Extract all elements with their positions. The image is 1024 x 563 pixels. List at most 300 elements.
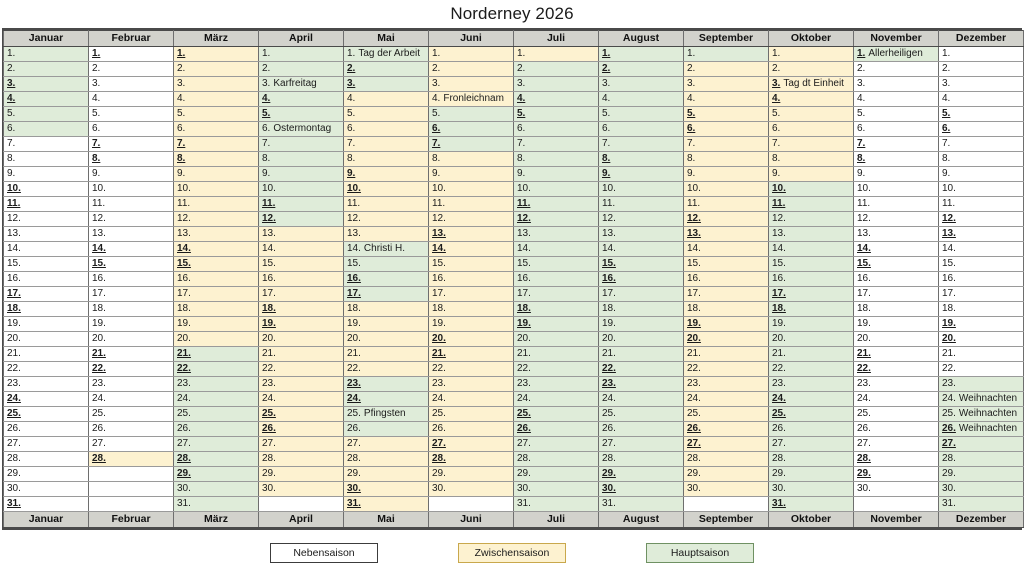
- day-cell[interactable]: [684, 122, 769, 137]
- day-cell[interactable]: [854, 467, 939, 482]
- day-cell[interactable]: [769, 467, 854, 482]
- day-cell[interactable]: [854, 197, 939, 212]
- day-cell[interactable]: [174, 272, 259, 287]
- day-cell[interactable]: [429, 47, 514, 62]
- day-cell[interactable]: [259, 317, 344, 332]
- day-cell[interactable]: [599, 227, 684, 242]
- day-cell[interactable]: [429, 467, 514, 482]
- day-cell[interactable]: [259, 212, 344, 227]
- day-cell[interactable]: [854, 167, 939, 182]
- day-cell[interactable]: [769, 302, 854, 317]
- day-cell[interactable]: [4, 107, 89, 122]
- day-cell[interactable]: [174, 257, 259, 272]
- day-cell[interactable]: [429, 377, 514, 392]
- day-cell[interactable]: [174, 77, 259, 92]
- day-cell[interactable]: [854, 437, 939, 452]
- day-cell[interactable]: [259, 422, 344, 437]
- day-cell[interactable]: [429, 77, 514, 92]
- day-cell[interactable]: [939, 377, 1024, 392]
- day-cell[interactable]: [599, 152, 684, 167]
- day-cell[interactable]: [854, 407, 939, 422]
- day-cell[interactable]: [769, 332, 854, 347]
- day-cell[interactable]: [514, 347, 599, 362]
- day-cell[interactable]: [89, 377, 174, 392]
- day-cell[interactable]: [4, 122, 89, 137]
- day-cell[interactable]: [259, 392, 344, 407]
- day-cell[interactable]: [344, 362, 429, 377]
- day-cell[interactable]: [514, 317, 599, 332]
- day-cell[interactable]: [939, 47, 1024, 62]
- day-cell[interactable]: [4, 197, 89, 212]
- day-cell[interactable]: [259, 152, 344, 167]
- day-cell[interactable]: [514, 302, 599, 317]
- day-cell[interactable]: [174, 152, 259, 167]
- day-cell[interactable]: [174, 332, 259, 347]
- day-cell[interactable]: [429, 92, 514, 107]
- day-cell[interactable]: [599, 242, 684, 257]
- day-cell[interactable]: [429, 482, 514, 497]
- day-cell[interactable]: [429, 407, 514, 422]
- day-cell[interactable]: [939, 92, 1024, 107]
- day-cell[interactable]: [89, 272, 174, 287]
- day-cell[interactable]: [939, 272, 1024, 287]
- day-cell[interactable]: [769, 497, 854, 512]
- day-cell[interactable]: [429, 122, 514, 137]
- day-cell[interactable]: [89, 77, 174, 92]
- day-cell[interactable]: [4, 62, 89, 77]
- day-cell[interactable]: [514, 497, 599, 512]
- day-cell[interactable]: [599, 497, 684, 512]
- day-cell[interactable]: [599, 137, 684, 152]
- day-cell[interactable]: [344, 422, 429, 437]
- day-cell[interactable]: [599, 257, 684, 272]
- day-cell[interactable]: [4, 242, 89, 257]
- day-cell[interactable]: [89, 62, 174, 77]
- day-cell[interactable]: [939, 77, 1024, 92]
- day-cell[interactable]: [599, 272, 684, 287]
- day-cell[interactable]: [514, 467, 599, 482]
- day-cell[interactable]: [769, 437, 854, 452]
- day-cell[interactable]: [769, 47, 854, 62]
- day-cell[interactable]: [4, 77, 89, 92]
- day-cell[interactable]: [684, 167, 769, 182]
- day-cell[interactable]: [344, 62, 429, 77]
- day-cell[interactable]: [769, 137, 854, 152]
- day-cell[interactable]: [174, 182, 259, 197]
- day-cell[interactable]: [854, 137, 939, 152]
- day-cell[interactable]: [429, 347, 514, 362]
- day-cell[interactable]: [939, 332, 1024, 347]
- day-cell[interactable]: [429, 137, 514, 152]
- day-cell[interactable]: [939, 497, 1024, 512]
- day-cell[interactable]: [89, 302, 174, 317]
- day-cell[interactable]: [939, 122, 1024, 137]
- day-cell[interactable]: [174, 497, 259, 512]
- day-cell[interactable]: [174, 362, 259, 377]
- day-cell[interactable]: [4, 497, 89, 512]
- day-cell[interactable]: [429, 182, 514, 197]
- day-cell[interactable]: [599, 317, 684, 332]
- day-cell[interactable]: [259, 302, 344, 317]
- day-cell[interactable]: [599, 302, 684, 317]
- day-cell[interactable]: [684, 482, 769, 497]
- day-cell[interactable]: [769, 227, 854, 242]
- day-cell[interactable]: [854, 332, 939, 347]
- day-cell[interactable]: [599, 197, 684, 212]
- day-cell[interactable]: [769, 452, 854, 467]
- day-cell[interactable]: [259, 227, 344, 242]
- day-cell[interactable]: [769, 392, 854, 407]
- day-cell[interactable]: [89, 227, 174, 242]
- day-cell[interactable]: [4, 422, 89, 437]
- day-cell[interactable]: [89, 47, 174, 62]
- day-cell[interactable]: [854, 77, 939, 92]
- day-cell[interactable]: [599, 62, 684, 77]
- day-cell[interactable]: [514, 377, 599, 392]
- day-cell[interactable]: [684, 362, 769, 377]
- day-cell[interactable]: [684, 302, 769, 317]
- day-cell[interactable]: [769, 152, 854, 167]
- day-cell[interactable]: [259, 272, 344, 287]
- day-cell[interactable]: [344, 407, 429, 422]
- day-cell[interactable]: [769, 407, 854, 422]
- day-cell[interactable]: [344, 77, 429, 92]
- day-cell[interactable]: [174, 167, 259, 182]
- day-cell[interactable]: [259, 242, 344, 257]
- day-cell[interactable]: [514, 332, 599, 347]
- day-cell[interactable]: [259, 377, 344, 392]
- day-cell[interactable]: [4, 332, 89, 347]
- day-cell[interactable]: [4, 92, 89, 107]
- day-cell[interactable]: [259, 122, 344, 137]
- day-cell[interactable]: [514, 272, 599, 287]
- day-cell[interactable]: [259, 62, 344, 77]
- day-cell[interactable]: [89, 287, 174, 302]
- day-cell[interactable]: [344, 302, 429, 317]
- day-cell[interactable]: [514, 362, 599, 377]
- day-cell[interactable]: [939, 257, 1024, 272]
- day-cell[interactable]: [174, 392, 259, 407]
- day-cell[interactable]: [854, 482, 939, 497]
- day-cell[interactable]: [769, 167, 854, 182]
- day-cell[interactable]: [939, 152, 1024, 167]
- day-cell[interactable]: [89, 137, 174, 152]
- day-cell[interactable]: [769, 272, 854, 287]
- day-cell[interactable]: [174, 227, 259, 242]
- day-cell[interactable]: [939, 392, 1024, 407]
- day-cell[interactable]: [939, 467, 1024, 482]
- day-cell[interactable]: [684, 152, 769, 167]
- day-cell[interactable]: [514, 197, 599, 212]
- day-cell[interactable]: [344, 122, 429, 137]
- day-cell[interactable]: [344, 452, 429, 467]
- day-cell[interactable]: [344, 467, 429, 482]
- day-cell[interactable]: [259, 137, 344, 152]
- day-cell[interactable]: [4, 377, 89, 392]
- day-cell[interactable]: [429, 197, 514, 212]
- day-cell[interactable]: [259, 92, 344, 107]
- day-cell[interactable]: [4, 212, 89, 227]
- day-cell[interactable]: [684, 452, 769, 467]
- day-cell[interactable]: [854, 227, 939, 242]
- day-cell[interactable]: [684, 182, 769, 197]
- day-cell[interactable]: [684, 212, 769, 227]
- day-cell[interactable]: [259, 77, 344, 92]
- day-cell[interactable]: [89, 122, 174, 137]
- day-cell[interactable]: [429, 257, 514, 272]
- day-cell[interactable]: [259, 287, 344, 302]
- day-cell[interactable]: [769, 182, 854, 197]
- day-cell[interactable]: [344, 227, 429, 242]
- day-cell[interactable]: [684, 107, 769, 122]
- day-cell[interactable]: [259, 47, 344, 62]
- day-cell[interactable]: [939, 422, 1024, 437]
- day-cell[interactable]: [599, 107, 684, 122]
- day-cell[interactable]: [4, 452, 89, 467]
- legend-item-zwisch[interactable]: Zwischensaison: [458, 543, 566, 563]
- day-cell[interactable]: [4, 317, 89, 332]
- day-cell[interactable]: [259, 257, 344, 272]
- day-cell[interactable]: [259, 362, 344, 377]
- day-cell[interactable]: [939, 227, 1024, 242]
- day-cell[interactable]: [4, 257, 89, 272]
- day-cell[interactable]: [344, 92, 429, 107]
- day-cell[interactable]: [854, 182, 939, 197]
- day-cell[interactable]: [514, 287, 599, 302]
- day-cell[interactable]: [599, 167, 684, 182]
- day-cell[interactable]: [89, 152, 174, 167]
- day-cell[interactable]: [4, 437, 89, 452]
- day-cell[interactable]: [599, 452, 684, 467]
- day-cell[interactable]: [854, 272, 939, 287]
- day-cell[interactable]: [174, 242, 259, 257]
- day-cell[interactable]: [344, 437, 429, 452]
- day-cell[interactable]: [599, 212, 684, 227]
- day-cell[interactable]: [174, 317, 259, 332]
- day-cell[interactable]: [769, 482, 854, 497]
- day-cell[interactable]: [599, 47, 684, 62]
- day-cell[interactable]: [939, 137, 1024, 152]
- day-cell[interactable]: [4, 47, 89, 62]
- day-cell[interactable]: [4, 152, 89, 167]
- day-cell[interactable]: [259, 482, 344, 497]
- day-cell[interactable]: [429, 332, 514, 347]
- day-cell[interactable]: [429, 152, 514, 167]
- day-cell[interactable]: [939, 407, 1024, 422]
- day-cell[interactable]: [429, 392, 514, 407]
- day-cell[interactable]: [174, 287, 259, 302]
- day-cell[interactable]: [939, 347, 1024, 362]
- day-cell[interactable]: [854, 242, 939, 257]
- day-cell[interactable]: [599, 287, 684, 302]
- day-cell[interactable]: [939, 167, 1024, 182]
- day-cell[interactable]: [939, 317, 1024, 332]
- day-cell[interactable]: [344, 212, 429, 227]
- day-cell[interactable]: [4, 347, 89, 362]
- day-cell[interactable]: [854, 47, 939, 62]
- day-cell[interactable]: [4, 482, 89, 497]
- day-cell[interactable]: [174, 212, 259, 227]
- day-cell[interactable]: [769, 197, 854, 212]
- day-cell[interactable]: [854, 422, 939, 437]
- day-cell[interactable]: [599, 422, 684, 437]
- day-cell[interactable]: [854, 92, 939, 107]
- day-cell[interactable]: [174, 422, 259, 437]
- day-cell[interactable]: [344, 377, 429, 392]
- day-cell[interactable]: [769, 317, 854, 332]
- day-cell[interactable]: [684, 437, 769, 452]
- day-cell[interactable]: [514, 212, 599, 227]
- day-cell[interactable]: [4, 167, 89, 182]
- day-cell[interactable]: [429, 242, 514, 257]
- day-cell[interactable]: [514, 182, 599, 197]
- day-cell[interactable]: [429, 287, 514, 302]
- day-cell[interactable]: [429, 107, 514, 122]
- day-cell[interactable]: [684, 407, 769, 422]
- day-cell[interactable]: [89, 407, 174, 422]
- day-cell[interactable]: [344, 167, 429, 182]
- day-cell[interactable]: [4, 302, 89, 317]
- day-cell[interactable]: [89, 452, 174, 467]
- day-cell[interactable]: [174, 47, 259, 62]
- day-cell[interactable]: [4, 362, 89, 377]
- day-cell[interactable]: [174, 452, 259, 467]
- day-cell[interactable]: [684, 272, 769, 287]
- day-cell[interactable]: [259, 182, 344, 197]
- day-cell[interactable]: [89, 332, 174, 347]
- day-cell[interactable]: [514, 437, 599, 452]
- day-cell[interactable]: [854, 212, 939, 227]
- day-cell[interactable]: [174, 377, 259, 392]
- day-cell[interactable]: [854, 317, 939, 332]
- day-cell[interactable]: [939, 197, 1024, 212]
- day-cell[interactable]: [939, 107, 1024, 122]
- day-cell[interactable]: [174, 107, 259, 122]
- day-cell[interactable]: [939, 242, 1024, 257]
- day-cell[interactable]: [599, 482, 684, 497]
- day-cell[interactable]: [599, 77, 684, 92]
- day-cell[interactable]: [89, 257, 174, 272]
- day-cell[interactable]: [174, 92, 259, 107]
- day-cell[interactable]: [769, 377, 854, 392]
- day-cell[interactable]: [684, 422, 769, 437]
- day-cell[interactable]: [769, 287, 854, 302]
- day-cell[interactable]: [939, 437, 1024, 452]
- day-cell[interactable]: [514, 407, 599, 422]
- day-cell[interactable]: [769, 347, 854, 362]
- day-cell[interactable]: [429, 302, 514, 317]
- day-cell[interactable]: [344, 317, 429, 332]
- day-cell[interactable]: [429, 167, 514, 182]
- day-cell[interactable]: [4, 392, 89, 407]
- legend-item-neben[interactable]: Nebensaison: [270, 543, 378, 563]
- day-cell[interactable]: [599, 407, 684, 422]
- day-cell[interactable]: [89, 167, 174, 182]
- day-cell[interactable]: [4, 227, 89, 242]
- day-cell[interactable]: [684, 467, 769, 482]
- day-cell[interactable]: [89, 392, 174, 407]
- day-cell[interactable]: [769, 212, 854, 227]
- day-cell[interactable]: [429, 212, 514, 227]
- day-cell[interactable]: [259, 107, 344, 122]
- day-cell[interactable]: [89, 347, 174, 362]
- day-cell[interactable]: [684, 137, 769, 152]
- day-cell[interactable]: [599, 467, 684, 482]
- day-cell[interactable]: [4, 467, 89, 482]
- day-cell[interactable]: [599, 377, 684, 392]
- day-cell[interactable]: [684, 242, 769, 257]
- day-cell[interactable]: [89, 107, 174, 122]
- day-cell[interactable]: [514, 392, 599, 407]
- day-cell[interactable]: [344, 392, 429, 407]
- day-cell[interactable]: [174, 482, 259, 497]
- day-cell[interactable]: [4, 272, 89, 287]
- day-cell[interactable]: [514, 167, 599, 182]
- day-cell[interactable]: [514, 62, 599, 77]
- day-cell[interactable]: [89, 197, 174, 212]
- day-cell[interactable]: [854, 107, 939, 122]
- day-cell[interactable]: [259, 467, 344, 482]
- day-cell[interactable]: [174, 122, 259, 137]
- day-cell[interactable]: [344, 347, 429, 362]
- day-cell[interactable]: [344, 242, 429, 257]
- day-cell[interactable]: [514, 452, 599, 467]
- day-cell[interactable]: [769, 77, 854, 92]
- day-cell[interactable]: [684, 47, 769, 62]
- day-cell[interactable]: [684, 197, 769, 212]
- day-cell[interactable]: [769, 362, 854, 377]
- day-cell[interactable]: [4, 137, 89, 152]
- day-cell[interactable]: [514, 242, 599, 257]
- day-cell[interactable]: [939, 287, 1024, 302]
- day-cell[interactable]: [939, 452, 1024, 467]
- day-cell[interactable]: [854, 362, 939, 377]
- day-cell[interactable]: [174, 62, 259, 77]
- day-cell[interactable]: [174, 197, 259, 212]
- day-cell[interactable]: [854, 302, 939, 317]
- day-cell[interactable]: [344, 182, 429, 197]
- day-cell[interactable]: [514, 227, 599, 242]
- day-cell[interactable]: [514, 92, 599, 107]
- day-cell[interactable]: [769, 92, 854, 107]
- day-cell[interactable]: [174, 407, 259, 422]
- day-cell[interactable]: [599, 332, 684, 347]
- day-cell[interactable]: [684, 377, 769, 392]
- day-cell[interactable]: [174, 467, 259, 482]
- day-cell[interactable]: [854, 152, 939, 167]
- day-cell[interactable]: [769, 422, 854, 437]
- day-cell[interactable]: [4, 182, 89, 197]
- day-cell[interactable]: [684, 392, 769, 407]
- day-cell[interactable]: [174, 302, 259, 317]
- day-cell[interactable]: [684, 332, 769, 347]
- day-cell[interactable]: [344, 332, 429, 347]
- day-cell[interactable]: [599, 362, 684, 377]
- day-cell[interactable]: [429, 437, 514, 452]
- day-cell[interactable]: [514, 47, 599, 62]
- day-cell[interactable]: [89, 92, 174, 107]
- day-cell[interactable]: [854, 452, 939, 467]
- day-cell[interactable]: [684, 257, 769, 272]
- day-cell[interactable]: [514, 107, 599, 122]
- day-cell[interactable]: [854, 62, 939, 77]
- day-cell[interactable]: [344, 197, 429, 212]
- day-cell[interactable]: [514, 137, 599, 152]
- day-cell[interactable]: [344, 287, 429, 302]
- day-cell[interactable]: [684, 227, 769, 242]
- day-cell[interactable]: [429, 317, 514, 332]
- day-cell[interactable]: [344, 272, 429, 287]
